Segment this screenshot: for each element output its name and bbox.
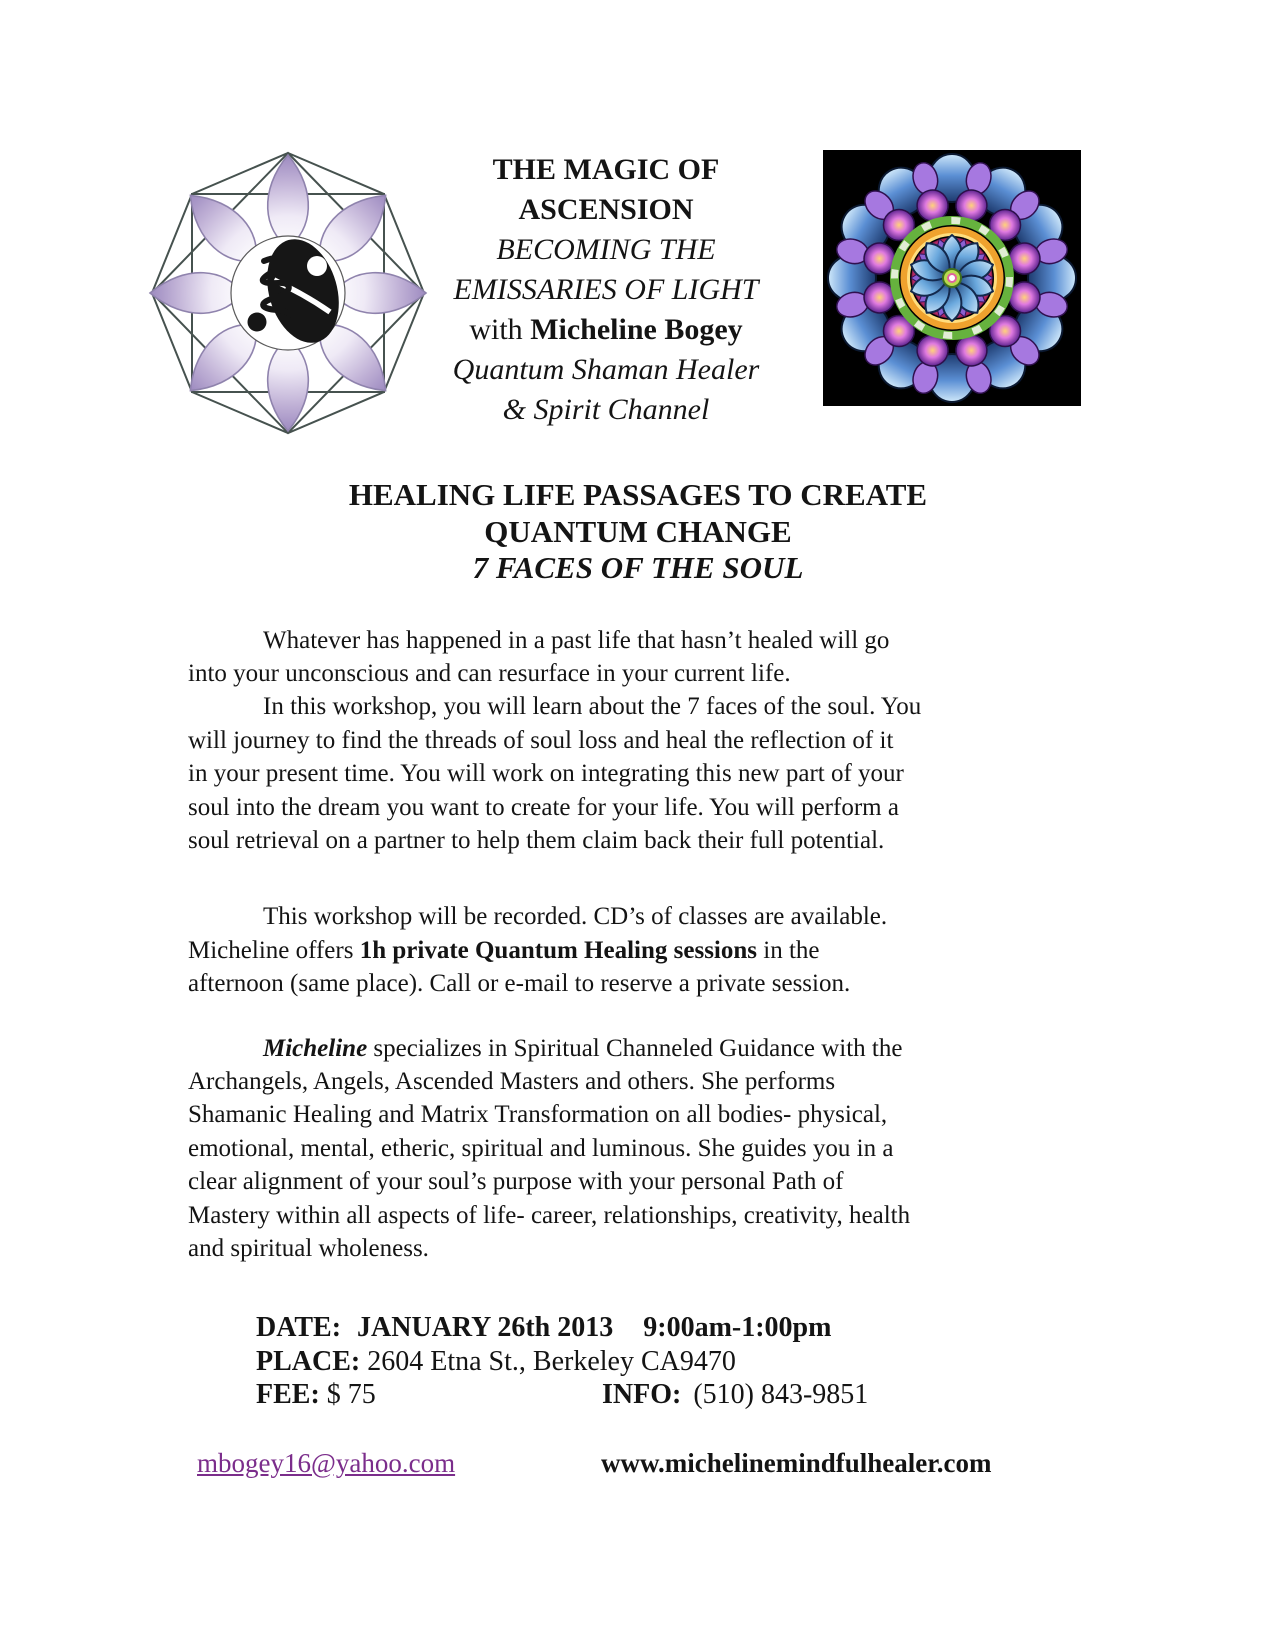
text-segment: in the: [757, 936, 820, 964]
date-label: DATE:: [256, 1312, 342, 1344]
text-line: soul retrieval on a partner to help them claim back their full potential.: [188, 826, 885, 854]
text-line: soul into the dream you want to create for your life. You will perform a: [188, 793, 899, 821]
text-line: In this workshop, you will learn about the 7 faces of the soul. You: [263, 693, 922, 721]
email-link[interactable]: mbogey16@yahoo.com: [197, 1447, 456, 1478]
subtitle-line: BECOMING THE: [496, 233, 716, 266]
footer-contact: [188, 1448, 1148, 1488]
paragraph-1: [188, 624, 1148, 691]
text-line: clear alignment of your soul’s purpose with your personal Path of: [188, 1168, 844, 1196]
heading-line: HEALING LIFE PASSAGES TO CREATE: [348, 477, 928, 512]
paragraph-4-rest: [188, 1065, 1148, 1265]
paragraph-2: [188, 690, 1148, 857]
text-line: in your present time. You will work on integrating this new part of your: [188, 760, 904, 788]
content-column: [188, 0, 1148, 1488]
presenter-name: Micheline Bogey: [530, 313, 743, 346]
fee-value: $ 75: [326, 1379, 376, 1411]
date-value: JANUARY 26th 2013: [357, 1312, 614, 1344]
website-text: www.michelinemindfulhealer.com: [601, 1447, 992, 1478]
text-line: Whatever has happened in a past life that hasn’t healed will go: [263, 626, 890, 654]
info-label: INFO:: [602, 1379, 682, 1411]
text-segment: specializes in Spiritual Channeled Guidance with the: [367, 1034, 903, 1062]
heading-line: QUANTUM CHANGE: [484, 513, 792, 549]
credential-line: & Spirit Channel: [502, 393, 710, 426]
text-line: will journey to find the threads of soul loss and heal the reflection of it: [188, 726, 894, 754]
text-segment: Micheline offers: [188, 936, 360, 964]
place-label: PLACE:: [256, 1345, 361, 1377]
text-line: [188, 934, 1148, 967]
with-prefix: with: [469, 313, 531, 346]
paragraph-3: [188, 900, 1148, 1000]
presenter-name-inline: Micheline: [263, 1034, 368, 1062]
text-line: into your unconscious and can resurface in your current life.: [188, 659, 791, 687]
paragraph-4: [188, 1032, 1148, 1266]
date-line: [256, 1311, 1148, 1345]
heading-line: 7 FACES OF THE SOUL: [472, 550, 804, 585]
title-line: ASCENSION: [518, 193, 694, 226]
text-line: This workshop will be recorded. CD’s of classes are available.: [263, 903, 888, 931]
event-details: [256, 1311, 1148, 1412]
title-line: THE MAGIC OF: [492, 153, 720, 186]
bold-text-segment: 1h private Quantum Healing sessions: [359, 936, 757, 964]
info-value: (510) 843-9851: [693, 1379, 869, 1411]
text-line: [188, 1032, 1148, 1065]
text-line: Shamanic Healing and Matrix Transformation on all bodies- physical,: [188, 1101, 888, 1129]
fee-label: FEE:: [256, 1379, 320, 1411]
text-line: and spiritual wholeness.: [188, 1235, 429, 1262]
place-value: 2604 Etna St., Berkeley CA9470: [367, 1345, 736, 1377]
text-line: Mastery within all aspects of life- career, relationships, creativity, health: [188, 1201, 911, 1229]
subtitle-line: EMISSARIES OF LIGHT: [453, 273, 759, 306]
fee-info-line: [256, 1378, 1148, 1412]
credential-line: Quantum Shaman Healer: [452, 353, 760, 386]
place-line: [256, 1345, 1148, 1379]
text-line: afternoon (same place). Call or e-mail to reserve a private session.: [188, 970, 851, 998]
text-line: emotional, mental, etheric, spiritual and luminous. She guides you in a: [188, 1134, 894, 1162]
date-time: 9:00am-1:00pm: [643, 1312, 832, 1344]
section-heading: [188, 477, 1088, 587]
text-line: Archangels, Angels, Ascended Masters and others. She performs: [188, 1067, 836, 1095]
